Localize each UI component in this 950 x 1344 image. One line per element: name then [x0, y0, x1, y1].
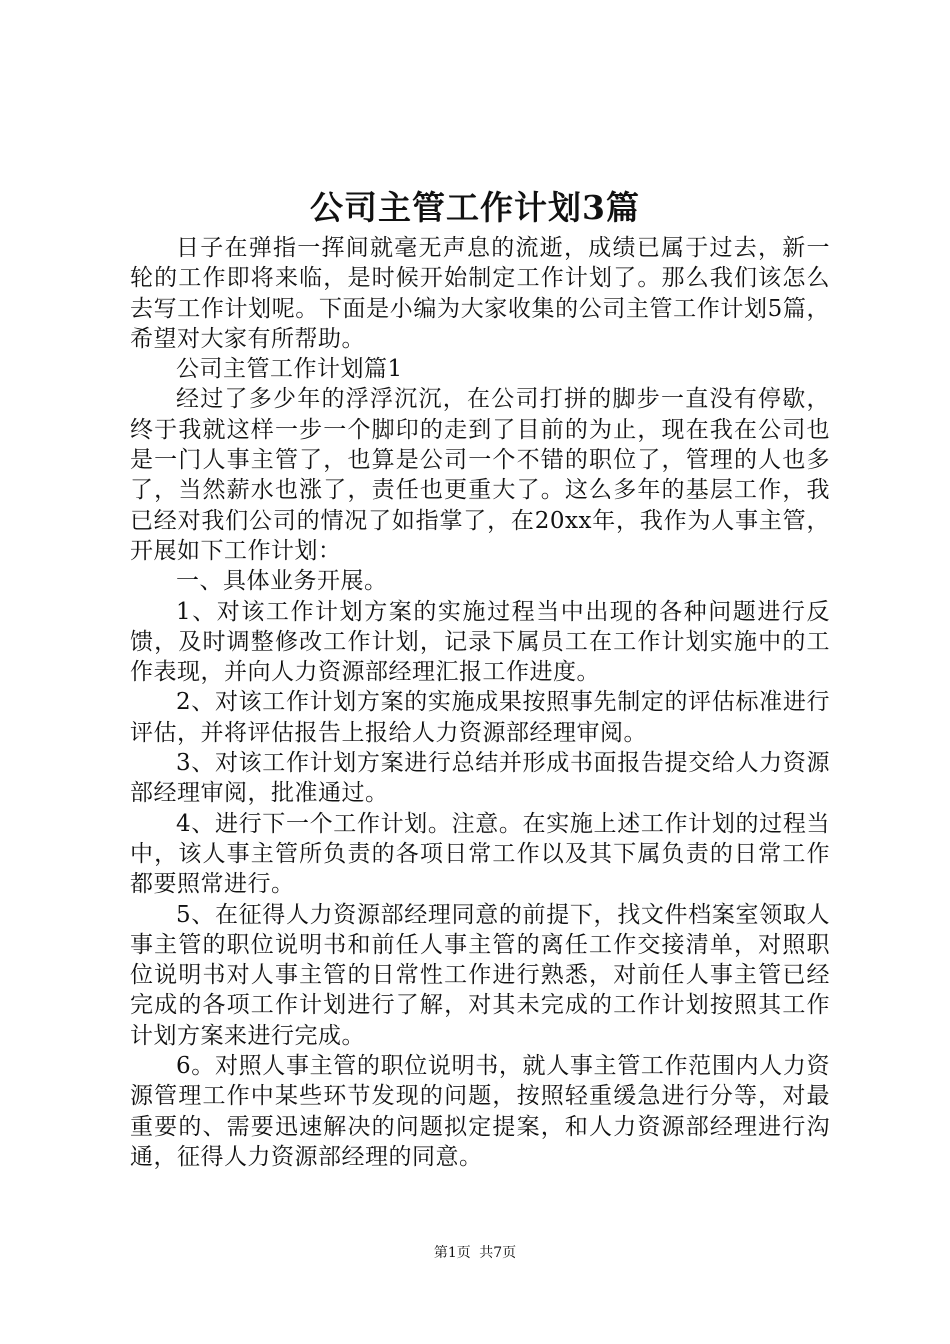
list-item-4: 4、进行下一个工作计划。注意。在实施上述工作计划的过程当中，该人事主管所负责的各项日常工作以及其下属负责的日常工作都要照常进行。 — [130, 810, 830, 898]
list-item-2: 2、对该工作计划方案的实施成果按照事先制定的评估标准进行评估，并将评估报告上报给人力资源部经理审阅。 — [130, 689, 830, 746]
document-title: 公司主管工作计划3篇 — [310, 188, 640, 227]
list-item-5: 5、在征得人力资源部经理同意的前提下，找文件档案室领取人事主管的职位说明书和前任人事主管的离任工作交接清单，对照职位说明书对人事主管的日常性工作进行熟悉，对前任人事主管已经完成的各项工作计划进行了解，对其未完成的工作计划按照其工作计划方案来进行完成。 — [130, 901, 830, 1049]
page-total: 共7页 — [479, 1245, 517, 1261]
document-body — [130, 233, 830, 1172]
list-item-6: 6。对照人事主管的职位说明书，就人事主管工作范围内人力资源管理工作中某些环节发现的问题，按照轻重缓急进行分等，对最重要的、需要迅速解决的问题拟定提案，和人力资源部经理进行沟通，征得人力资源部经理的同意。 — [130, 1053, 830, 1170]
page-number: 第1页 — [433, 1245, 471, 1261]
paragraph-background: 经过了多少年的浮浮沉沉，在公司打拼的脚步一直没有停歇，终于我就这样一步一个脚印的走到了目前的为止，现在我在公司也是一门人事主管了，也算是公司一个不错的职位了，管理的人也多了，当然薪水也涨了，责任也更重大了。这么多年的基层工作，我已经对我们公司的情况了如指掌了，在20xx年，我作为人事主管，开展如下工作计划： — [130, 386, 830, 564]
section-heading-plan-1: 公司主管工作计划篇1 — [176, 356, 403, 383]
list-item-3: 3、对该工作计划方案进行总结并形成书面报告提交给人力资源部经理审阅，批准通过。 — [130, 750, 830, 807]
list-item-1: 1、对该工作计划方案的实施过程当中出现的各种问题进行反馈，及时调整修改工作计划，记录下属员工在工作计划实施中的工作表现，并向人力资源部经理汇报工作进度。 — [130, 598, 830, 686]
section-heading-business: 一、具体业务开展。 — [176, 568, 388, 595]
page-footer — [0, 1243, 950, 1263]
paragraph-intro: 日子在弹指一挥间就毫无声息的流逝，成绩已属于过去，新一轮的工作即将来临，是时候开始制定工作计划了。那么我们该怎么去写工作计划呢。下面是小编为大家收集的公司主管工作计划5篇，希望对大家有所帮助。 — [130, 235, 830, 352]
